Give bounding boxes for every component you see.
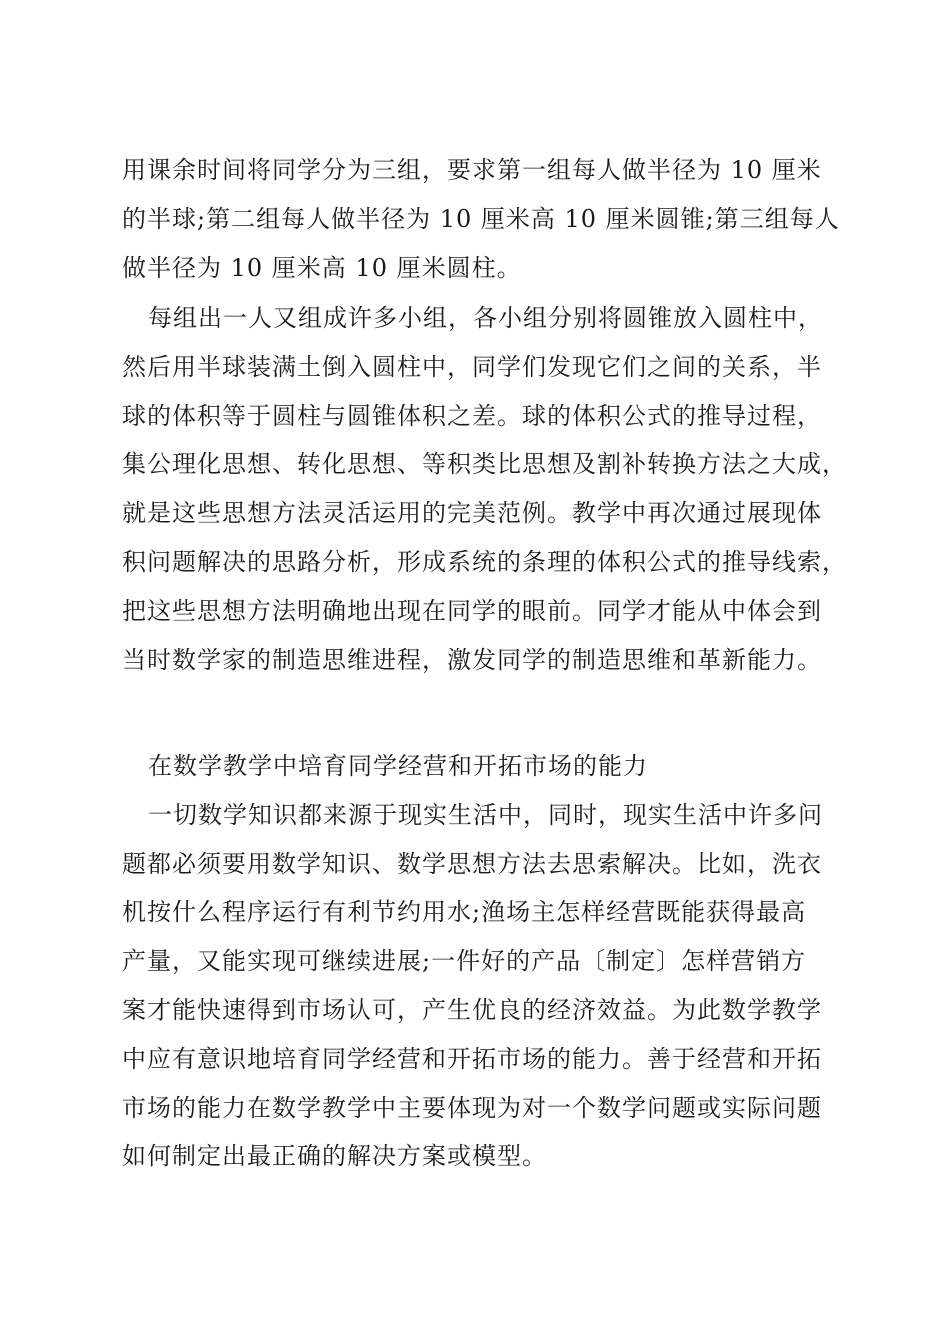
paragraph-line: 当时数学家的制造思维进程，激发同学的制造思维和革新能力。 (122, 645, 822, 674)
paragraph-line: 的半球;第二组每人做半径为 10 厘米高 10 厘米圆锥;第三组每人 (122, 204, 840, 233)
paragraph-line: 一切数学知识都来源于现实生活中，同时，现实生活中许多问 (148, 800, 823, 829)
paragraph-group-students-groups (122, 146, 840, 292)
paragraph-line: 案才能快速得到市场认可，产生优良的经济效益。为此数学教学 (122, 995, 822, 1024)
paragraph-line: 题都必须要用数学知识、数学思想方法去思索解决。比如，洗衣 (122, 849, 822, 878)
paragraph-line: 用课余时间将同学分为三组，要求第一组每人做半径为 10 厘米 (122, 156, 822, 184)
paragraph-line: 做半径为 10 厘米高 10 厘米圆柱。 (122, 253, 522, 282)
paragraph-line: 如何制定出最正确的解决方案或模型。 (122, 1142, 547, 1171)
paragraph-line: 球的体积等于圆柱与圆锥体积之差。球的体积公式的推导过程， (122, 401, 822, 430)
paragraph-line: 市场的能力在数学教学中主要体现为对一个数学问题或实际问题 (122, 1093, 822, 1122)
paragraph-line: 就是这些思想方法灵活运用的完美范例。教学中再次通过展现体 (122, 499, 822, 528)
paragraph-volume-formula (122, 294, 847, 684)
paragraph-line: 然后用半球装满土倒入圆柱中，同学们发现它们之间的关系，半 (122, 352, 822, 381)
section-market-ability (122, 742, 834, 1181)
paragraph-line: 每组出一人又组成许多小组，各小组分别将圆锥放入圆柱中， (148, 304, 823, 332)
paragraph-line: 把这些思想方法明确地出现在同学的眼前。同学才能从中体会到 (122, 596, 822, 625)
paragraph-line: 机按什么程序运行有利节约用水;渔场主怎样经营既能获得最高 (122, 898, 807, 927)
section-heading: 在数学教学中培育同学经营和开拓市场的能力 (148, 752, 648, 780)
paragraph-line: 产量，又能实现可继续进展;一件好的产品〔制定〕怎样营销方 (122, 947, 807, 976)
paragraph-line: 中应有意识地培育同学经营和开拓市场的能力。善于经营和开拓 (122, 1044, 822, 1073)
paragraph-line: 集公理化思想、转化思想、等积类比思想及割补转换方法之大成， (122, 450, 847, 479)
paragraph-line: 积问题解决的思路分析，形成系统的条理的体积公式的推导线索， (122, 547, 847, 576)
